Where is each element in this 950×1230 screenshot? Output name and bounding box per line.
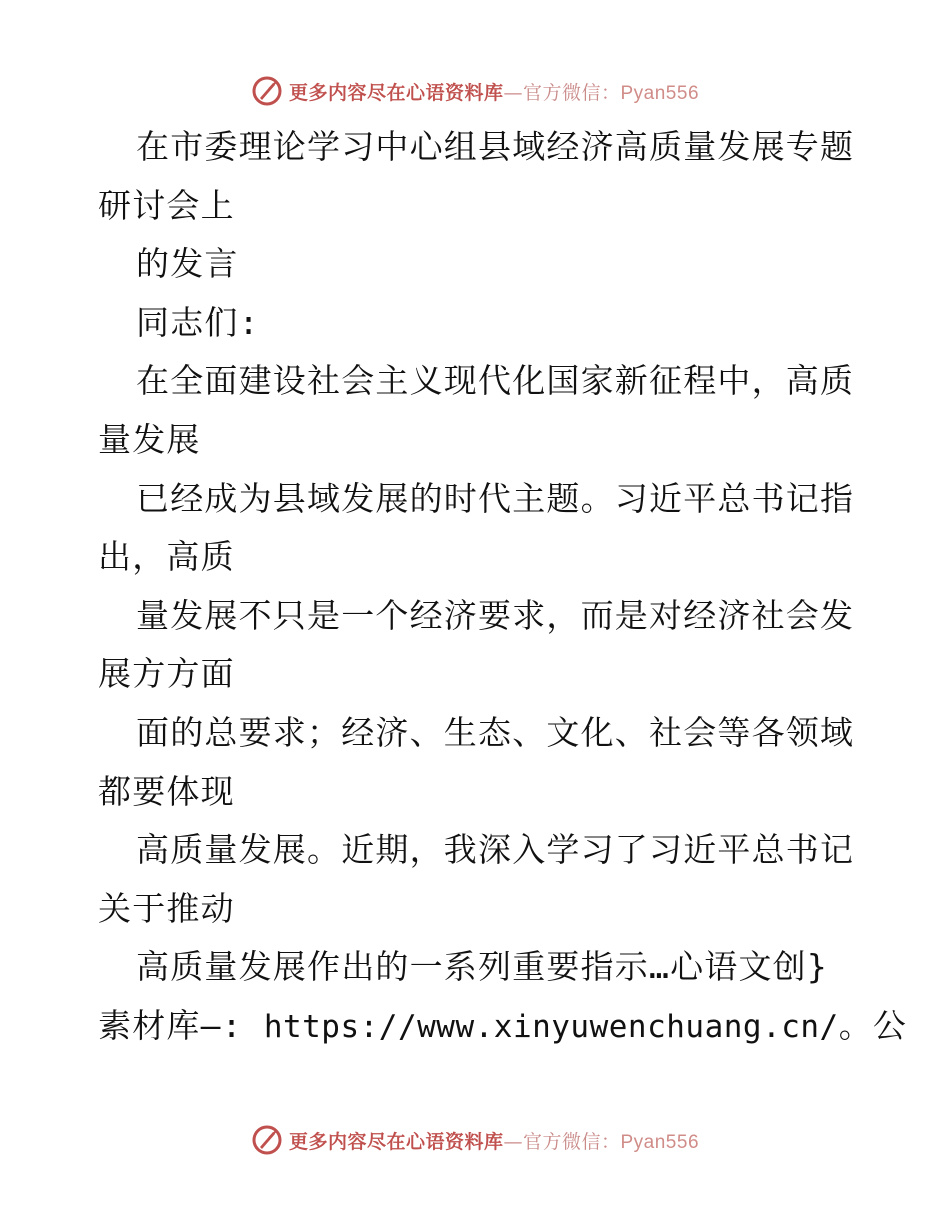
watermark-wechat-label: 官方微信： [522, 81, 621, 104]
text-line: 关于推动 [98, 888, 235, 928]
footer-watermark [0, 1120, 950, 1160]
text-line: 高质量发展。近期，我深入学习了习近平总书记 [136, 830, 855, 870]
watermark-brand: 更多内容尽在心语资料库 [288, 1130, 504, 1153]
watermark-wechat-id: Pyan556 [620, 1131, 700, 1153]
text-line: 已经成为县域发展的时代主题。习近平总书记指 [136, 478, 855, 518]
quill-logo-icon [251, 1124, 283, 1156]
quill-logo-icon [251, 75, 283, 107]
text-line: 都要体现 [98, 771, 235, 811]
text-line: 出，高质 [98, 537, 235, 577]
text-line-last [98, 997, 908, 1056]
text-line: 在市委理论学习中心组县域经济高质量发展专题 [136, 127, 855, 166]
last-line-suffix: 。公 [838, 1005, 908, 1045]
text-line: 量发展不只是一个经济要求，而是对经济社会发 [136, 595, 855, 635]
text-line: 展方方面 [98, 654, 235, 694]
text-line: 在全面建设社会主义现代化国家新征程中，高质 [136, 361, 855, 401]
watermark-dash: — [503, 81, 523, 104]
watermark-text [289, 1127, 699, 1154]
watermark-text [289, 78, 699, 105]
header-watermark [0, 71, 950, 111]
watermark-wechat-id: Pyan556 [620, 82, 700, 104]
text-line: 研讨会上 [98, 185, 235, 225]
watermark-brand: 更多内容尽在心语资料库 [288, 81, 504, 104]
document-body [98, 118, 908, 1056]
watermark-dash: — [503, 1130, 523, 1153]
text-line: 的发言 [136, 244, 239, 284]
text-line: 高质量发展作出的一系列重要指示…心语文创} [136, 947, 828, 987]
source-url-link[interactable]: https://www.xinyuwenchuang.cn/ [263, 1008, 839, 1045]
text-line: 同志们: [136, 302, 260, 342]
text-line: 面的总要求；经济、生态、文化、社会等各领域 [136, 712, 855, 752]
last-line-prefix: 素材库—: [98, 1005, 264, 1045]
watermark-wechat-label: 官方微信： [522, 1130, 621, 1153]
text-line: 量发展 [98, 419, 201, 459]
